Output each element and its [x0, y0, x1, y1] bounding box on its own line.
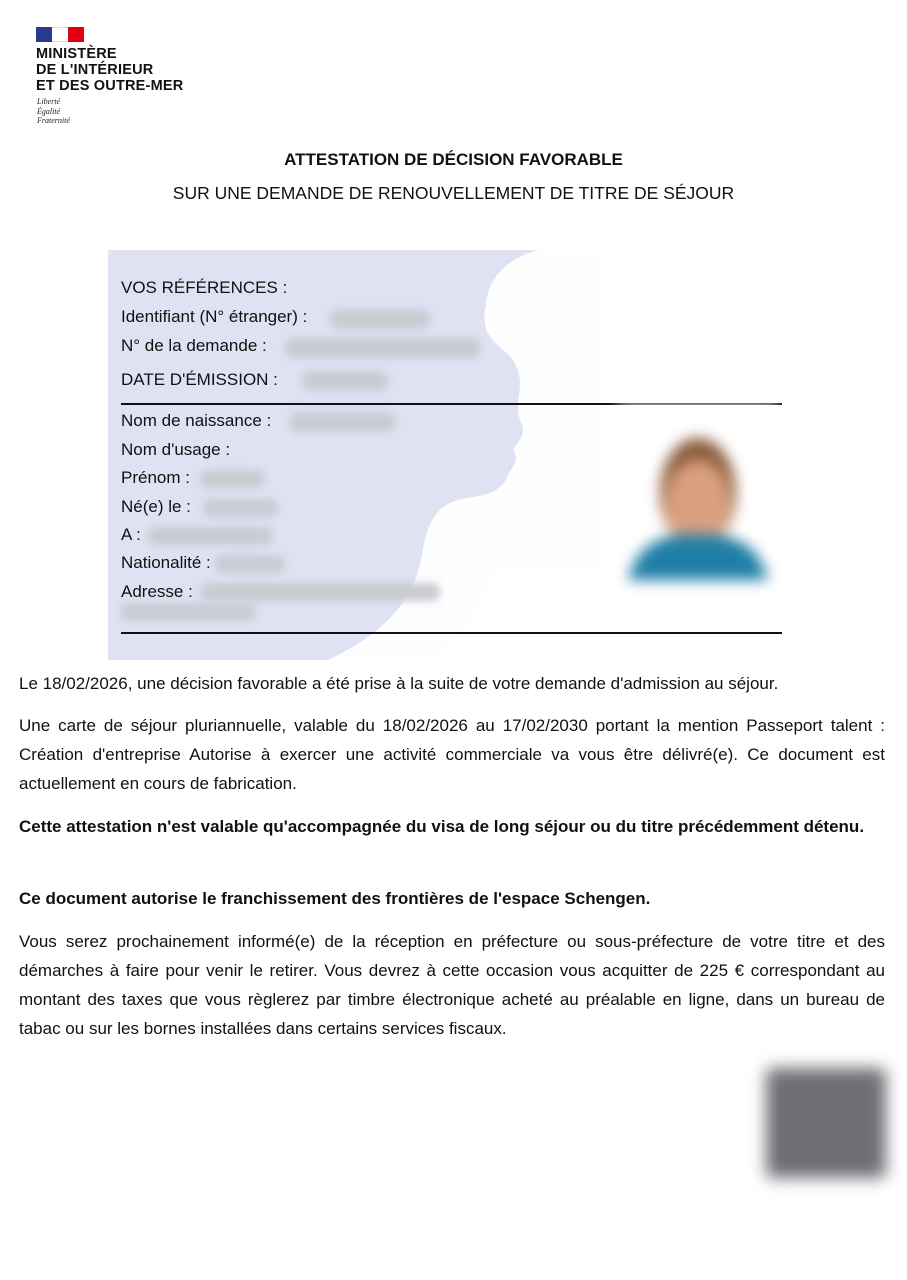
decision-paragraph: Le 18/02/2026, une décision favorable a été prise à la suite de votre demande d'admission au séjour.	[19, 674, 779, 693]
nom-usage-label: Nom d'usage :	[121, 440, 231, 459]
redacted-value	[148, 527, 273, 545]
lieu-naissance-label: A :	[121, 525, 141, 544]
redacted-value	[330, 309, 430, 329]
redacted-value	[203, 499, 278, 517]
id-photo	[618, 405, 778, 605]
references-label: VOS RÉFÉRENCES :	[121, 278, 288, 297]
person-photo-icon	[618, 405, 778, 605]
ministry-line: ET DES OUTRE-MER	[36, 78, 184, 94]
divider	[121, 632, 782, 634]
redacted-value	[200, 583, 440, 601]
document-subtitle: SUR UNE DEMANDE DE RENOUVELLEMENT DE TITRE DE SÉJOUR	[172, 183, 735, 203]
nom-naissance-label: Nom de naissance :	[121, 411, 272, 430]
redacted-value	[290, 412, 395, 432]
document-title: ATTESTATION DE DÉCISION FAVORABLE	[284, 150, 623, 169]
redacted-value	[285, 338, 480, 358]
motto-line: Fraternité	[37, 116, 70, 125]
redacted-value	[215, 555, 285, 573]
carte-sejour-paragraph: Une carte de séjour pluriannuelle, valable du 18/02/2026 au 17/02/2030 portant la mention Passeport talent : Création d'entreprise Autorise à exercer une activité commerciale va vous être délivré(e). Ce document est actuellement en cours de fabrication.	[19, 716, 885, 793]
date-emission-label: DATE D'ÉMISSION :	[121, 370, 278, 389]
ministry-line: MINISTÈRE	[36, 46, 117, 62]
prenom-label: Prénom :	[121, 468, 190, 487]
schengen-notice: Ce document autorise le franchissement des frontières de l'espace Schengen.	[19, 889, 651, 908]
identifiant-label: Identifiant (N° étranger) :	[121, 307, 308, 326]
republic-motto	[37, 97, 70, 126]
validite-notice: Cette attestation n'est valable qu'accompagnée du visa de long séjour ou du titre précédemment détenu.	[19, 817, 865, 836]
redacted-value	[121, 603, 256, 621]
nationalite-label: Nationalité :	[121, 553, 211, 572]
motto-line: Égalité	[37, 106, 61, 116]
motto-line: Liberté	[37, 97, 61, 106]
demande-label: N° de la demande :	[121, 336, 267, 355]
redacted-value	[302, 371, 388, 391]
ministry-name	[36, 46, 183, 94]
redacted-stamp	[766, 1068, 886, 1178]
republique-francaise-flag-icon	[36, 27, 84, 42]
redacted-value	[200, 470, 265, 488]
retrait-paragraph: Vous serez prochainement informé(e) de la réception en préfecture ou sous-préfecture de votre titre et des démarches à faire pour venir le retirer. Vous devrez à cette occasion vous acquitter de 225 € correspondant au montant des taxes que vous règlerez par timbre électronique acheté au préalable en ligne, dans un bureau de tabac ou sur les bornes installées dans certains services fiscaux.	[19, 932, 885, 1038]
ministry-line: DE L'INTÉRIEUR	[36, 62, 154, 78]
ne-le-label: Né(e) le :	[121, 497, 191, 516]
adresse-label: Adresse :	[121, 582, 193, 601]
